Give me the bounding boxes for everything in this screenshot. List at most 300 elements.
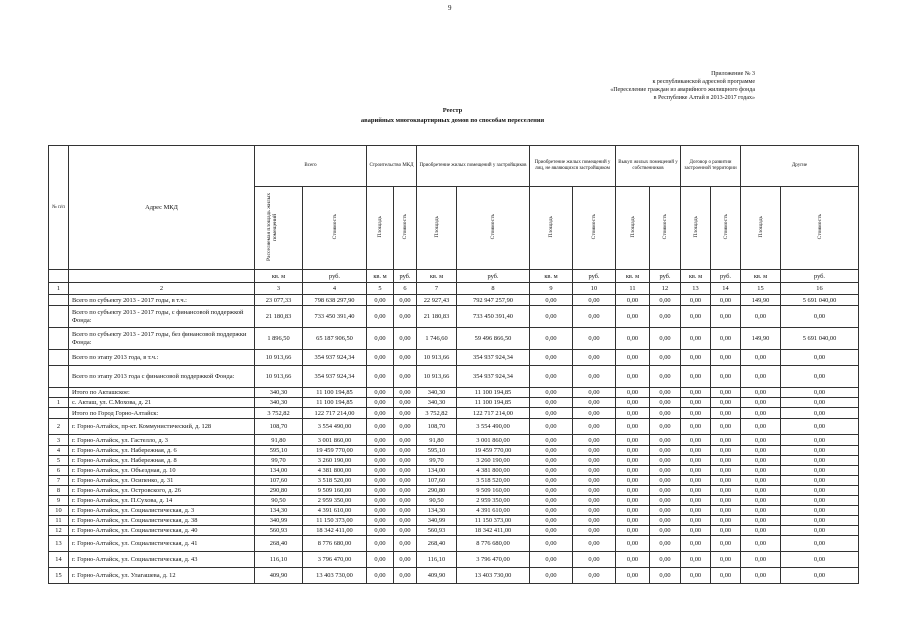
row-value: 0,00 (367, 295, 394, 306)
row-value: 0,00 (573, 419, 616, 435)
column-number: 4 (303, 283, 367, 295)
row-value: 0,00 (741, 419, 781, 435)
row-value: 354 937 924,34 (303, 366, 367, 388)
group-header-construction: Строительство МКД (367, 146, 417, 187)
row-value: 0,00 (530, 350, 573, 366)
units-cell: руб. (394, 270, 417, 283)
row-value: 116,10 (255, 552, 303, 568)
row-value: 0,00 (367, 435, 394, 446)
subheader-cost: Стоимость (650, 187, 681, 270)
column-number-row (49, 283, 859, 295)
row-address: г. Горно-Алтайск, ул. П.Сухова, д. 14 (69, 496, 255, 506)
row-value: 2 959 350,00 (303, 496, 367, 506)
row-value: 0,00 (781, 408, 859, 419)
appendix-line: в Республике Алтай в 2013-2017 годах» (653, 95, 755, 101)
row-value: 0,00 (573, 295, 616, 306)
col-header-address: Адрес МКД (69, 146, 255, 270)
row-value: 149,90 (741, 295, 781, 306)
row-address: г. Горно-Алтайск, ул. Социалистическая, д. 40 (69, 526, 255, 536)
row-value: 0,00 (650, 516, 681, 526)
row-value: 10 913,66 (417, 366, 457, 388)
table-row (49, 398, 859, 408)
row-value: 0,00 (741, 526, 781, 536)
row-value: 0,00 (573, 516, 616, 526)
row-value: 0,00 (367, 476, 394, 486)
row-value: 0,00 (650, 466, 681, 476)
row-value: 134,30 (417, 506, 457, 516)
units-cell: кв. м (255, 270, 303, 283)
row-value: 10 913,66 (255, 366, 303, 388)
row-value: 59 496 866,50 (457, 328, 530, 350)
row-value: 560,93 (417, 526, 457, 536)
row-number: 10 (49, 506, 69, 516)
row-value: 0,00 (616, 398, 650, 408)
row-value: 18 342 411,00 (457, 526, 530, 536)
row-value: 0,00 (530, 496, 573, 506)
row-value: 0,00 (650, 456, 681, 466)
row-address: г. Горно-Алтайск, ул. Объездная, д. 10 (69, 466, 255, 476)
row-value: 0,00 (394, 506, 417, 516)
row-value: 0,00 (741, 408, 781, 419)
row-value: 0,00 (394, 516, 417, 526)
row-value: 0,00 (711, 476, 741, 486)
table-row (49, 526, 859, 536)
row-value: 0,00 (650, 446, 681, 456)
table-row (49, 419, 859, 435)
row-value: 19 459 770,00 (457, 446, 530, 456)
row-value: 0,00 (573, 552, 616, 568)
row-address: Всего по субъекту 2013 - 2017 годы, без финансовой поддержки Фонда: (69, 328, 255, 350)
row-value: 268,40 (417, 536, 457, 552)
row-value: 0,00 (367, 446, 394, 456)
summary-row (49, 306, 859, 328)
row-value: 0,00 (741, 435, 781, 446)
row-number: 9 (49, 496, 69, 506)
column-number: 10 (573, 283, 616, 295)
row-value: 0,00 (394, 476, 417, 486)
row-value: 0,00 (650, 350, 681, 366)
row-value: 5 691 040,00 (781, 295, 859, 306)
row-value: 0,00 (616, 446, 650, 456)
row-value: 0,00 (781, 366, 859, 388)
summary-row (49, 388, 859, 398)
row-value: 18 342 411,00 (303, 526, 367, 536)
row-value: 0,00 (573, 350, 616, 366)
row-value: 0,00 (367, 552, 394, 568)
group-header-acquisition-builders: Приобретение жилых помещений у застройщиков (417, 146, 530, 187)
row-value: 0,00 (781, 446, 859, 456)
col-header-num: № п/п (49, 146, 69, 270)
column-number: 7 (417, 283, 457, 295)
group-header-other: Другие (741, 146, 859, 187)
row-value: 149,90 (741, 328, 781, 350)
row-value: 0,00 (573, 476, 616, 486)
row-value: 0,00 (711, 496, 741, 506)
document-title (0, 106, 905, 126)
row-value: 0,00 (781, 466, 859, 476)
row-value: 0,00 (650, 328, 681, 350)
row-value: 0,00 (616, 328, 650, 350)
row-value: 0,00 (650, 419, 681, 435)
row-address: г. Горно-Алтайск, ул. Улагашева, д. 12 (69, 568, 255, 584)
row-number: 2 (49, 419, 69, 435)
row-address: г. Горно-Алтайск, пр-кт. Коммунистический, д. 128 (69, 419, 255, 435)
row-value: 0,00 (367, 306, 394, 328)
row-value: 0,00 (530, 419, 573, 435)
row-value: 0,00 (616, 456, 650, 466)
row-value: 0,00 (650, 388, 681, 398)
row-value: 0,00 (681, 398, 711, 408)
row-value: 0,00 (530, 408, 573, 419)
row-value: 8 776 680,00 (303, 536, 367, 552)
row-value: 0,00 (741, 506, 781, 516)
row-value: 0,00 (394, 328, 417, 350)
row-value: 0,00 (573, 306, 616, 328)
row-value: 0,00 (394, 295, 417, 306)
row-value: 0,00 (681, 366, 711, 388)
row-value: 99,70 (417, 456, 457, 466)
row-value: 0,00 (781, 496, 859, 506)
row-value: 0,00 (530, 526, 573, 536)
row-value: 0,00 (367, 466, 394, 476)
row-number (49, 366, 69, 388)
group-header-total: Всего (255, 146, 367, 187)
row-value: 0,00 (711, 435, 741, 446)
units-cell: руб. (781, 270, 859, 283)
row-value: 0,00 (741, 366, 781, 388)
row-value: 91,80 (417, 435, 457, 446)
row-value: 0,00 (394, 568, 417, 584)
row-value: 0,00 (681, 536, 711, 552)
row-value: 1 746,60 (417, 328, 457, 350)
summary-row (49, 366, 859, 388)
table-row (49, 446, 859, 456)
row-value: 0,00 (741, 476, 781, 486)
row-value: 65 187 906,50 (303, 328, 367, 350)
row-value: 3 518 520,00 (457, 476, 530, 486)
row-value: 4 391 610,00 (303, 506, 367, 516)
row-value: 0,00 (650, 366, 681, 388)
row-value: 0,00 (394, 408, 417, 419)
row-value: 0,00 (367, 536, 394, 552)
row-value: 4 381 800,00 (303, 466, 367, 476)
table-row (49, 486, 859, 496)
row-value: 0,00 (616, 506, 650, 516)
row-value: 560,93 (255, 526, 303, 536)
row-value: 19 459 770,00 (303, 446, 367, 456)
appendix-note (515, 70, 755, 102)
row-value: 0,00 (711, 486, 741, 496)
row-number: 4 (49, 446, 69, 456)
row-number: 12 (49, 526, 69, 536)
row-value: 354 937 924,34 (457, 350, 530, 366)
row-value: 0,00 (530, 516, 573, 526)
row-value: 0,00 (616, 419, 650, 435)
row-value: 354 937 924,34 (457, 366, 530, 388)
row-value: 134,30 (255, 506, 303, 516)
column-number: 9 (530, 283, 573, 295)
row-value: 0,00 (681, 526, 711, 536)
row-value: 0,00 (573, 496, 616, 506)
row-value: 0,00 (741, 306, 781, 328)
table-row (49, 568, 859, 584)
row-value: 0,00 (616, 435, 650, 446)
row-value: 290,80 (417, 486, 457, 496)
column-number: 16 (781, 283, 859, 295)
row-value: 0,00 (367, 419, 394, 435)
summary-row (49, 328, 859, 350)
row-address: г. Горно-Алтайск, ул. Осипенко, д. 31 (69, 476, 255, 486)
row-number: 11 (49, 516, 69, 526)
row-value: 0,00 (741, 496, 781, 506)
row-value: 0,00 (741, 350, 781, 366)
units-cell: руб. (303, 270, 367, 283)
row-value: 0,00 (530, 466, 573, 476)
row-value: 0,00 (394, 306, 417, 328)
row-value: 11 150 373,00 (303, 516, 367, 526)
row-value: 0,00 (711, 306, 741, 328)
row-value: 0,00 (573, 446, 616, 456)
row-value: 0,00 (781, 435, 859, 446)
row-value: 0,00 (650, 398, 681, 408)
row-value: 0,00 (573, 328, 616, 350)
row-value: 0,00 (530, 456, 573, 466)
row-value: 21 180,83 (255, 306, 303, 328)
row-number: 13 (49, 536, 69, 552)
units-cell: кв. м (741, 270, 781, 283)
row-value: 340,99 (255, 516, 303, 526)
table-row (49, 536, 859, 552)
appendix-line: «Переселение граждан из аварийного жилищного фонда (610, 87, 755, 93)
row-number: 1 (49, 398, 69, 408)
title-line: Реестр (442, 107, 463, 114)
row-value: 0,00 (394, 419, 417, 435)
row-value: 0,00 (650, 476, 681, 486)
row-value: 3 554 490,00 (457, 419, 530, 435)
row-value: 10 913,66 (255, 350, 303, 366)
row-value: 0,00 (741, 446, 781, 456)
row-value: 0,00 (394, 456, 417, 466)
table-row (49, 552, 859, 568)
row-value: 107,60 (255, 476, 303, 486)
row-value: 0,00 (530, 306, 573, 328)
row-value: 13 403 730,00 (457, 568, 530, 584)
row-value: 0,00 (394, 388, 417, 398)
row-value: 0,00 (681, 419, 711, 435)
row-value: 340,30 (255, 398, 303, 408)
row-value: 0,00 (681, 388, 711, 398)
row-value: 0,00 (711, 366, 741, 388)
row-value: 0,00 (781, 456, 859, 466)
row-number (49, 408, 69, 419)
row-value: 0,00 (530, 536, 573, 552)
row-value: 99,70 (255, 456, 303, 466)
units-row (49, 270, 859, 283)
row-value: 0,00 (573, 536, 616, 552)
subheader-cost: Стоимость (781, 187, 859, 270)
row-number (49, 350, 69, 366)
row-address: г. Горно-Алтайск, ул. Островского, д. 26 (69, 486, 255, 496)
row-value: 0,00 (573, 398, 616, 408)
row-value: 0,00 (711, 408, 741, 419)
header-row-groups (49, 146, 859, 187)
row-value: 0,00 (681, 435, 711, 446)
row-value: 3 752,82 (417, 408, 457, 419)
units-cell (49, 270, 69, 283)
row-value: 0,00 (711, 328, 741, 350)
row-value: 0,00 (394, 466, 417, 476)
row-value: 0,00 (616, 516, 650, 526)
row-value: 0,00 (781, 536, 859, 552)
row-value: 0,00 (681, 552, 711, 568)
row-value: 0,00 (367, 516, 394, 526)
row-number (49, 295, 69, 306)
row-value: 0,00 (573, 435, 616, 446)
row-address: Всего по субъекту 2013 - 2017 годы, в т.ч.: (69, 295, 255, 306)
row-value: 0,00 (530, 435, 573, 446)
row-value: 0,00 (681, 350, 711, 366)
row-value: 0,00 (616, 350, 650, 366)
row-value: 122 717 214,00 (303, 408, 367, 419)
row-value: 0,00 (711, 419, 741, 435)
subheader-area: Площадь (616, 187, 650, 270)
column-number: 14 (711, 283, 741, 295)
appendix-line: к республиканской адресной программе (652, 79, 755, 85)
registry-table (48, 145, 859, 584)
row-value: 0,00 (681, 306, 711, 328)
appendix-line: Приложение № 3 (711, 71, 755, 77)
row-value: 3 752,82 (255, 408, 303, 419)
row-value: 0,00 (650, 486, 681, 496)
row-address: г. Горно-Алтайск, ул. Социалистическая, д. 43 (69, 552, 255, 568)
row-value: 0,00 (781, 306, 859, 328)
row-value: 0,00 (530, 398, 573, 408)
row-value: 340,30 (417, 388, 457, 398)
row-value: 0,00 (650, 552, 681, 568)
row-value: 0,00 (616, 552, 650, 568)
row-value: 0,00 (616, 568, 650, 584)
row-value: 108,70 (255, 419, 303, 435)
row-value: 3 260 190,00 (457, 456, 530, 466)
row-value: 0,00 (367, 568, 394, 584)
subheader-area: Площадь (741, 187, 781, 270)
row-value: 0,00 (573, 568, 616, 584)
row-value: 21 180,83 (417, 306, 457, 328)
table-row (49, 496, 859, 506)
column-number: 11 (616, 283, 650, 295)
row-value: 0,00 (711, 398, 741, 408)
row-value: 0,00 (711, 506, 741, 516)
row-value: 0,00 (741, 552, 781, 568)
row-value: 0,00 (741, 516, 781, 526)
row-value: 0,00 (573, 486, 616, 496)
row-value: 0,00 (781, 419, 859, 435)
group-header-development: Договор о развитии застроенной территории (681, 146, 741, 187)
registry-body (49, 295, 859, 584)
row-value: 0,00 (530, 446, 573, 456)
row-value: 0,00 (394, 446, 417, 456)
row-address: г. Горно-Алтайск, ул. Социалистическая, д. 38 (69, 516, 255, 526)
row-value: 0,00 (711, 568, 741, 584)
row-value: 409,90 (417, 568, 457, 584)
row-value: 0,00 (394, 350, 417, 366)
row-value: 0,00 (367, 350, 394, 366)
table-row (49, 506, 859, 516)
row-value: 0,00 (367, 526, 394, 536)
row-value: 0,00 (616, 466, 650, 476)
row-value: 0,00 (573, 466, 616, 476)
row-value: 0,00 (681, 446, 711, 456)
row-address: Итого по Город Горно-Алтайск: (69, 408, 255, 419)
row-value: 0,00 (367, 486, 394, 496)
row-value: 0,00 (781, 350, 859, 366)
row-value: 0,00 (681, 506, 711, 516)
units-cell: руб. (650, 270, 681, 283)
row-value: 13 403 730,00 (303, 568, 367, 584)
row-value: 0,00 (616, 388, 650, 398)
row-value: 0,00 (394, 398, 417, 408)
row-address: Всего по этапу 2013 года, в т.ч.: (69, 350, 255, 366)
row-value: 0,00 (781, 486, 859, 496)
row-value: 9 509 160,00 (303, 486, 367, 496)
row-value: 0,00 (650, 568, 681, 584)
row-value: 0,00 (781, 476, 859, 486)
row-value: 0,00 (530, 552, 573, 568)
row-value: 11 150 373,00 (457, 516, 530, 526)
row-address: г. Горно-Алтайск, ул. Набережная, д. 8 (69, 456, 255, 466)
row-value: 0,00 (616, 295, 650, 306)
row-value: 3 001 860,00 (457, 435, 530, 446)
row-value: 0,00 (711, 552, 741, 568)
row-value: 0,00 (367, 506, 394, 516)
row-value: 0,00 (650, 408, 681, 419)
row-value: 0,00 (573, 408, 616, 419)
row-value: 3 796 470,00 (303, 552, 367, 568)
row-value: 0,00 (711, 516, 741, 526)
row-value: 0,00 (616, 408, 650, 419)
row-value: 0,00 (367, 408, 394, 419)
row-value: 0,00 (681, 466, 711, 476)
row-value: 3 796 470,00 (457, 552, 530, 568)
units-cell: кв. м (367, 270, 394, 283)
subheader-area: Площадь (367, 187, 394, 270)
row-value: 134,00 (255, 466, 303, 476)
row-value: 0,00 (711, 526, 741, 536)
row-value: 0,00 (573, 506, 616, 516)
row-value: 0,00 (741, 568, 781, 584)
row-value: 11 100 194,85 (303, 398, 367, 408)
row-value: 268,40 (255, 536, 303, 552)
row-value: 10 913,66 (417, 350, 457, 366)
row-value: 122 717 214,00 (457, 408, 530, 419)
row-value: 0,00 (781, 526, 859, 536)
row-value: 0,00 (781, 388, 859, 398)
row-value: 0,00 (681, 328, 711, 350)
row-address: Всего по этапу 2013 года с финансовой поддержкой Фонда: (69, 366, 255, 388)
row-value: 0,00 (530, 568, 573, 584)
row-value: 0,00 (573, 388, 616, 398)
row-value: 0,00 (650, 435, 681, 446)
row-value: 798 638 297,90 (303, 295, 367, 306)
row-value: 0,00 (781, 568, 859, 584)
units-cell: руб. (573, 270, 616, 283)
row-value: 0,00 (650, 295, 681, 306)
row-value: 3 001 860,00 (303, 435, 367, 446)
table-row (49, 516, 859, 526)
row-address: г. Горно-Алтайск, ул. Социалистическая, д. 41 (69, 536, 255, 552)
row-value: 0,00 (741, 486, 781, 496)
row-value: 0,00 (711, 466, 741, 476)
